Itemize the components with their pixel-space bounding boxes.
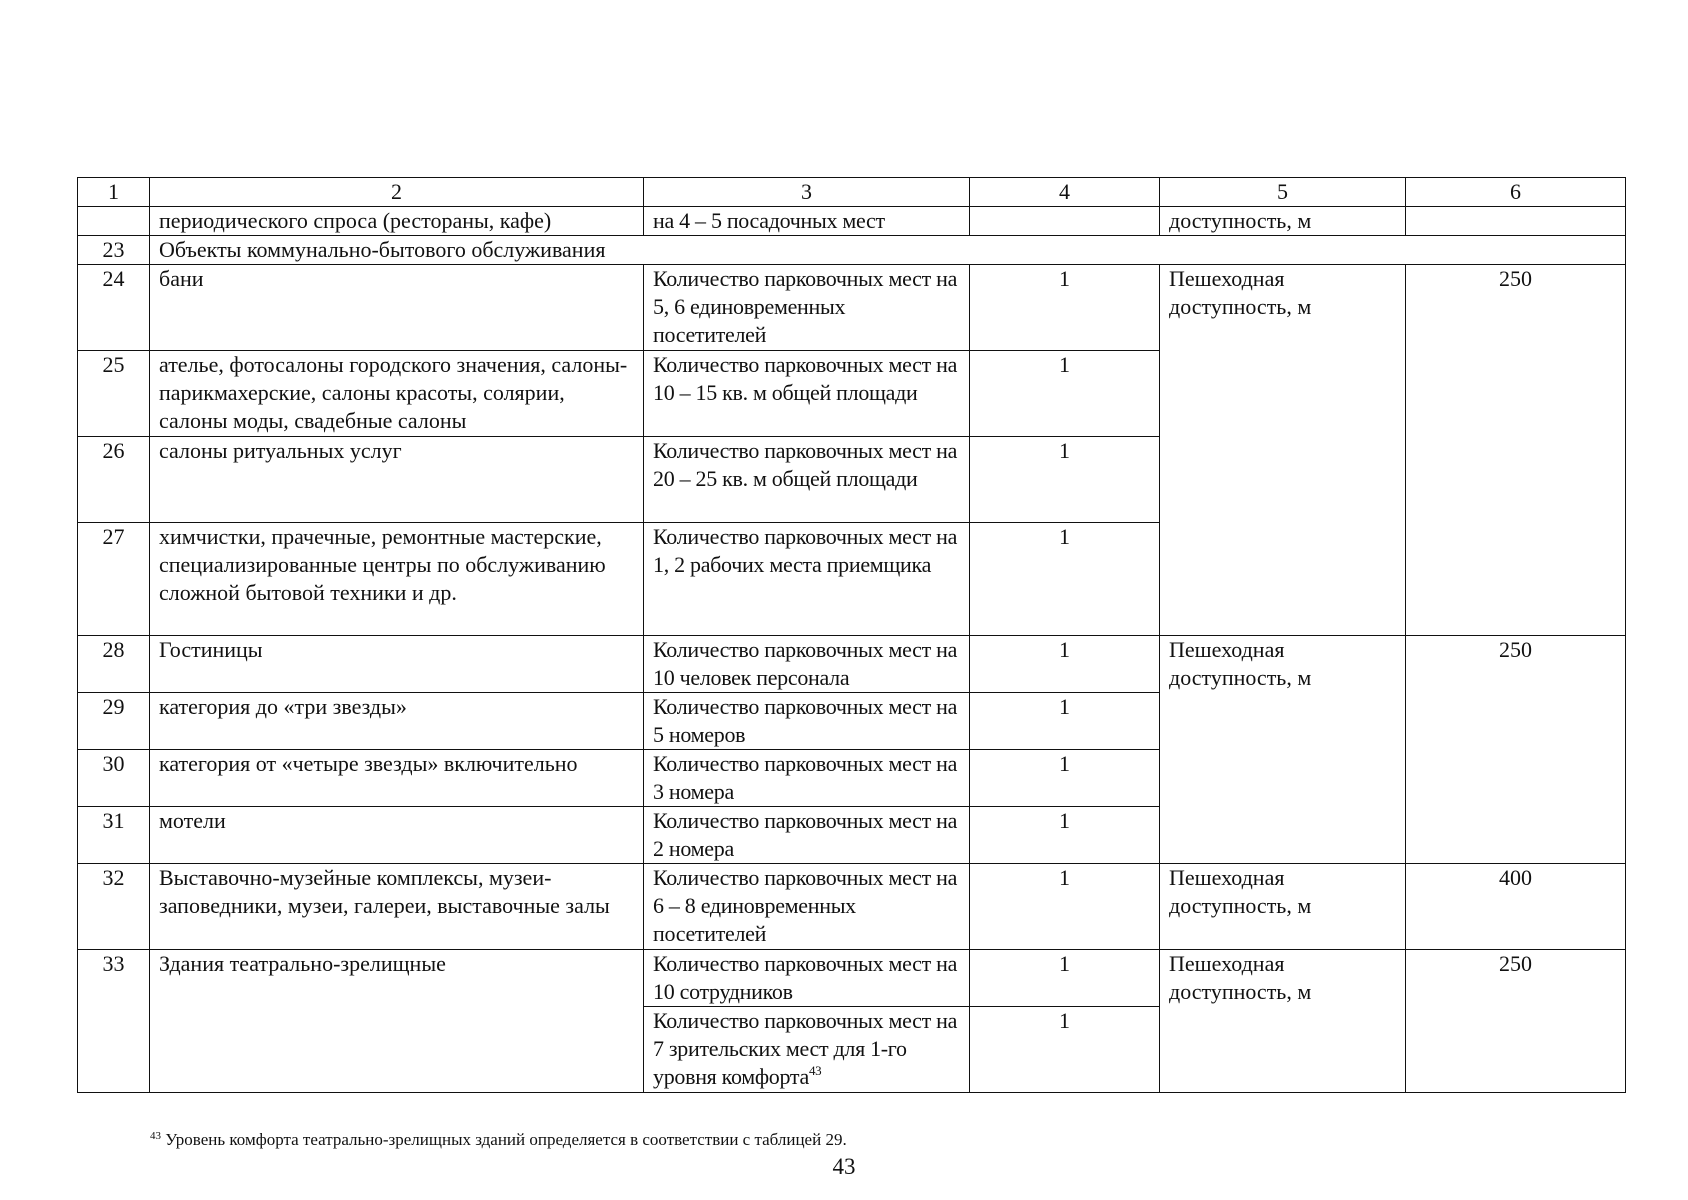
access-type: Пешеходная доступность, м bbox=[1160, 950, 1406, 1093]
object-name: салоны ритуальных услуг bbox=[150, 437, 644, 523]
table-row bbox=[78, 950, 1626, 1007]
access-type: доступность, м bbox=[1160, 207, 1406, 236]
calc-unit: Количество парковочных мест на 3 номера bbox=[644, 750, 970, 807]
row-number: 23 bbox=[78, 236, 150, 265]
object-name: ателье, фотосалоны городского значения, салоны-парикмахерские, салоны красоты, солярии, салоны моды, свадебные салоны bbox=[150, 351, 644, 437]
parking-count: 1 bbox=[970, 636, 1160, 693]
access-type: Пешеходная доступность, м bbox=[1160, 864, 1406, 950]
row-number: 33 bbox=[78, 950, 150, 1093]
object-name: периодического спроса (рестораны, кафе) bbox=[150, 207, 644, 236]
header-col-5: 5 bbox=[1160, 178, 1406, 207]
table-row bbox=[78, 207, 1626, 236]
calc-unit: Количество парковочных мест на 5, 6 единовременных посетителей bbox=[644, 265, 970, 351]
distance: 250 bbox=[1406, 265, 1626, 636]
table-row bbox=[78, 265, 1626, 351]
row-number: 27 bbox=[78, 523, 150, 636]
calc-unit-text: Количество парковочных мест на 7 зрительских мест для 1-го уровня комфорта bbox=[653, 1008, 958, 1089]
parking-count: 1 bbox=[970, 1007, 1160, 1093]
header-col-1: 1 bbox=[78, 178, 150, 207]
section-title: Объекты коммунально-бытового обслуживания bbox=[150, 236, 1626, 265]
object-name: Гостиницы bbox=[150, 636, 644, 693]
footnote-reference[interactable]: 43 bbox=[808, 1063, 822, 1078]
access-type: Пешеходная доступность, м bbox=[1160, 636, 1406, 864]
row-number: 29 bbox=[78, 693, 150, 750]
header-col-6: 6 bbox=[1406, 178, 1626, 207]
calc-unit: Количество парковочных мест на 1, 2 рабочих места приемщика bbox=[644, 523, 970, 636]
footnote bbox=[150, 1130, 847, 1150]
object-name: категория от «четыре звезды» включительно bbox=[150, 750, 644, 807]
norms-table bbox=[77, 177, 1626, 1093]
header-col-3: 3 bbox=[644, 178, 970, 207]
calc-unit bbox=[644, 1007, 970, 1093]
header-col-2: 2 bbox=[150, 178, 644, 207]
parking-count: 1 bbox=[970, 265, 1160, 351]
footnote-text: Уровень комфорта театрально-зрелищных зданий определяется в соответствии с таблицей 29. bbox=[161, 1130, 847, 1149]
row-number: 25 bbox=[78, 351, 150, 437]
table-header-row bbox=[78, 178, 1626, 207]
row-number: 30 bbox=[78, 750, 150, 807]
object-name: категория до «три звезды» bbox=[150, 693, 644, 750]
header-col-4: 4 bbox=[970, 178, 1160, 207]
table-row bbox=[78, 236, 1626, 265]
parking-count: 1 bbox=[970, 523, 1160, 636]
row-number: 24 bbox=[78, 265, 150, 351]
access-type: Пешеходная доступность, м bbox=[1160, 265, 1406, 636]
calc-unit: Количество парковочных мест на 20 – 25 кв. м общей площади bbox=[644, 437, 970, 523]
row-number: 32 bbox=[78, 864, 150, 950]
calc-unit: Количество парковочных мест на 5 номеров bbox=[644, 693, 970, 750]
object-name: Выставочно-музейные комплексы, музеи-заповедники, музеи, галереи, выставочные залы bbox=[150, 864, 644, 950]
parking-count bbox=[970, 207, 1160, 236]
calc-unit: на 4 – 5 посадочных мест bbox=[644, 207, 970, 236]
parking-count: 1 bbox=[970, 437, 1160, 523]
distance: 250 bbox=[1406, 950, 1626, 1093]
page-number: 43 bbox=[832, 1154, 856, 1179]
parking-count: 1 bbox=[970, 950, 1160, 1007]
calc-unit: Количество парковочных мест на 2 номера bbox=[644, 807, 970, 864]
object-name: химчистки, прачечные, ремонтные мастерские, специализированные центры по обслуживанию сложной бытовой техники и др. bbox=[150, 523, 644, 636]
row-number bbox=[78, 207, 150, 236]
row-number: 26 bbox=[78, 437, 150, 523]
calc-unit: Количество парковочных мест на 10 сотрудников bbox=[644, 950, 970, 1007]
object-name: мотели bbox=[150, 807, 644, 864]
parking-count: 1 bbox=[970, 693, 1160, 750]
footnote-marker: 43 bbox=[150, 1130, 161, 1142]
parking-count: 1 bbox=[970, 351, 1160, 437]
object-name: бани bbox=[150, 265, 644, 351]
parking-count: 1 bbox=[970, 750, 1160, 807]
row-number: 31 bbox=[78, 807, 150, 864]
distance: 400 bbox=[1406, 864, 1626, 950]
calc-unit: Количество парковочных мест на 6 – 8 единовременных посетителей bbox=[644, 864, 970, 950]
calc-unit: Количество парковочных мест на 10 человек персонала bbox=[644, 636, 970, 693]
table-row bbox=[78, 636, 1626, 693]
object-name: Здания театрально-зрелищные bbox=[150, 950, 644, 1093]
parking-count: 1 bbox=[970, 864, 1160, 950]
row-number: 28 bbox=[78, 636, 150, 693]
calc-unit: Количество парковочных мест на 10 – 15 кв. м общей площади bbox=[644, 351, 970, 437]
distance: 250 bbox=[1406, 636, 1626, 864]
parking-count: 1 bbox=[970, 807, 1160, 864]
distance bbox=[1406, 207, 1626, 236]
table-row bbox=[78, 864, 1626, 950]
